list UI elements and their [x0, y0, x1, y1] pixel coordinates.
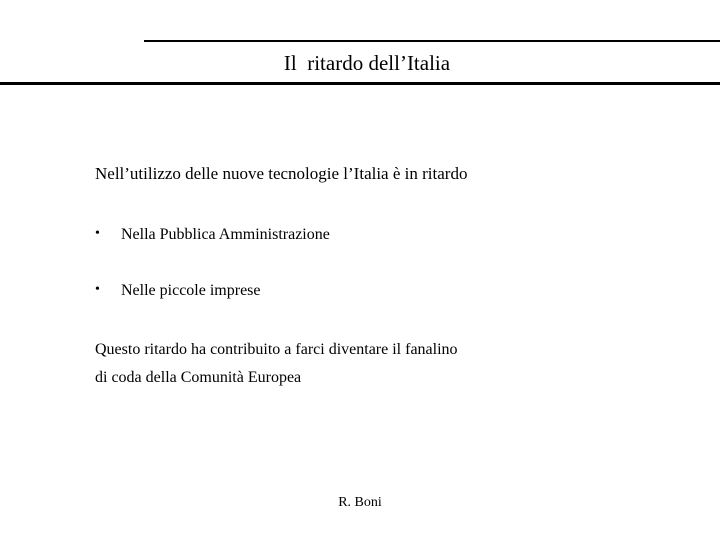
footer-author: R. Boni	[338, 495, 382, 510]
slide-title: Il ritardo dell’Italia	[283, 51, 451, 75]
bullet-text: Nella Pubblica Amministrazione	[121, 226, 330, 243]
title-rule-top	[144, 40, 720, 42]
bullet-item	[95, 280, 261, 301]
intro-text: Nell’utilizzo delle nuove tecnologie l’Italia è in ritardo	[95, 164, 468, 183]
bullet-item	[95, 224, 330, 245]
title-rule-bottom	[0, 82, 720, 85]
bullet-text: Nelle piccole imprese	[121, 282, 261, 299]
bullet-icon: •	[95, 226, 100, 241]
conclusion-paragraph	[95, 336, 458, 392]
bullet-icon: •	[95, 282, 100, 297]
conclusion-line: di coda della Comunità Europea	[95, 369, 302, 386]
conclusion-line: Questo ritardo ha contribuito a farci diventare il fanalino	[95, 341, 458, 358]
